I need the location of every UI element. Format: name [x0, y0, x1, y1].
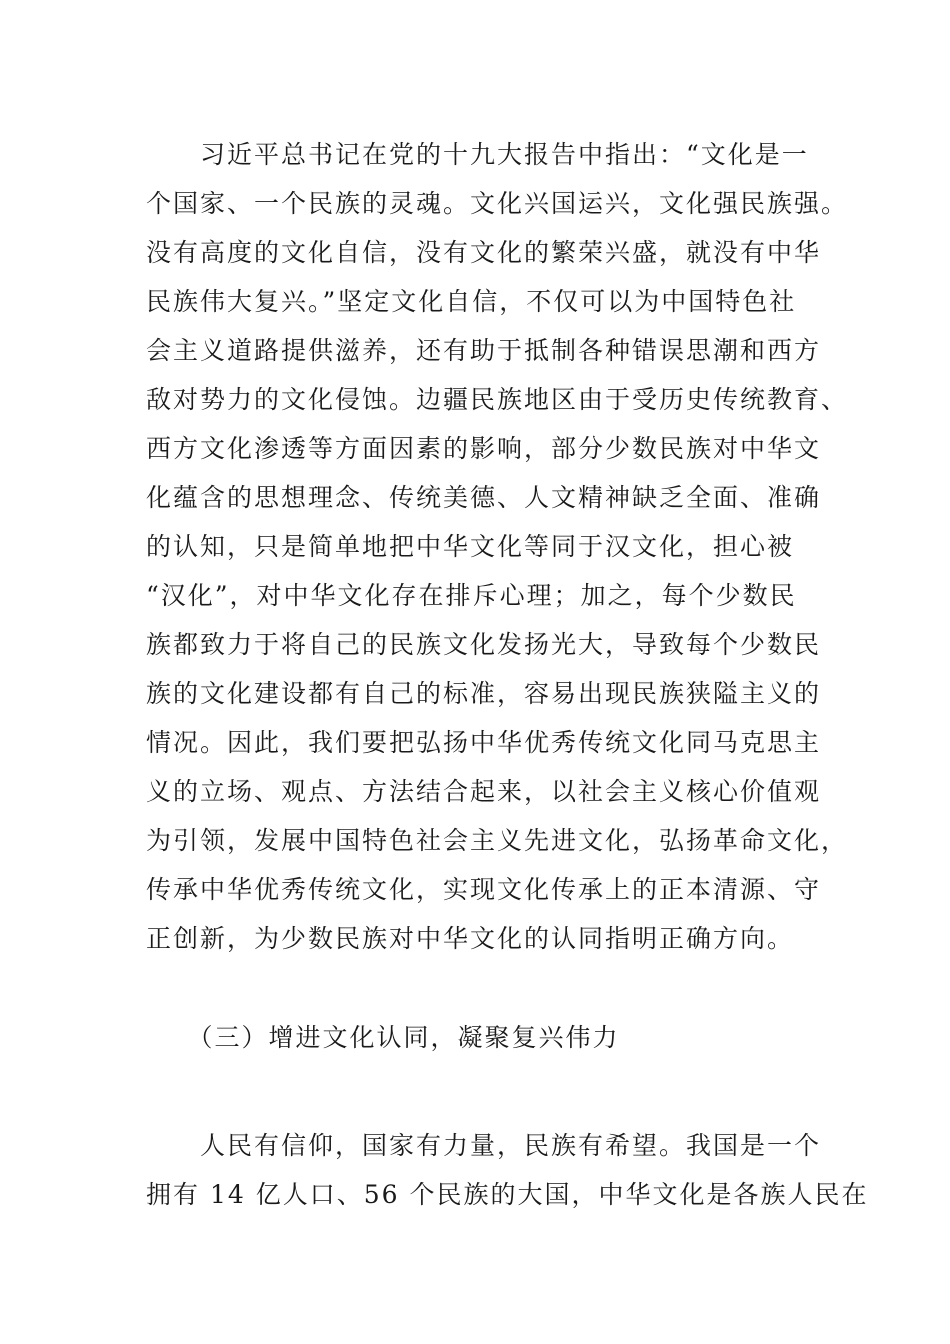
paragraph-culture-confidence — [146, 130, 849, 963]
paragraph-line: 会主义道路提供滋养，还有助于抵制各种错误思潮和西方 — [146, 336, 822, 365]
paragraph-line: 义的立场、观点、方法结合起来，以社会主义核心价值观 — [146, 777, 822, 806]
paragraph-line: “汉化”，对中华文化存在排斥心理；加之，每个少数民 — [146, 581, 797, 610]
section-heading-block — [146, 1013, 806, 1062]
paragraph-line: 个国家、一个民族的灵魂。文化兴国运兴，文化强民族强。 — [146, 189, 849, 218]
section-heading: （三）增进文化认同，凝聚复兴伟力 — [146, 1023, 620, 1052]
paragraph-line: 化蕴含的思想理念、传统美德、人文精神缺乏全面、准确 — [146, 483, 822, 512]
paragraph-line: 拥有 14 亿人口、56 个民族的大国，中华文化是各族人民在 — [146, 1180, 869, 1209]
paragraph-line: 民族伟大复兴。”坚定文化自信，不仅可以为中国特色社 — [146, 287, 797, 316]
paragraph-line: 人民有信仰，国家有力量，民族有希望。我国是一个 — [146, 1131, 822, 1160]
paragraph-people-belief — [146, 1121, 869, 1219]
paragraph-line: 西方文化渗透等方面因素的影响，部分少数民族对中华文 — [146, 434, 822, 463]
paragraph-line: 传承中华优秀传统文化，实现文化传承上的正本清源、守 — [146, 875, 822, 904]
paragraph-line: 敌对势力的文化侵蚀。边疆民族地区由于受历史传统教育、 — [146, 385, 849, 414]
paragraph-line: 没有高度的文化自信，没有文化的繁荣兴盛，就没有中华 — [146, 238, 822, 267]
paragraph-line: 为引领，发展中国特色社会主义先进文化，弘扬革命文化， — [146, 826, 849, 855]
paragraph-line: 习近平总书记在党的十九大报告中指出：“文化是一 — [146, 140, 809, 169]
paragraph-line: 族都致力于将自己的民族文化发扬光大，导致每个少数民 — [146, 630, 822, 659]
paragraph-line: 情况。因此，我们要把弘扬中华优秀传统文化同马克思主 — [146, 728, 822, 757]
paragraph-line: 正创新，为少数民族对中华文化的认同指明正确方向。 — [146, 924, 795, 953]
paragraph-line: 族的文化建设都有自己的标准，容易出现民族狭隘主义的 — [146, 679, 822, 708]
paragraph-line: 的认知，只是简单地把中华文化等同于汉文化，担心被 — [146, 532, 795, 561]
